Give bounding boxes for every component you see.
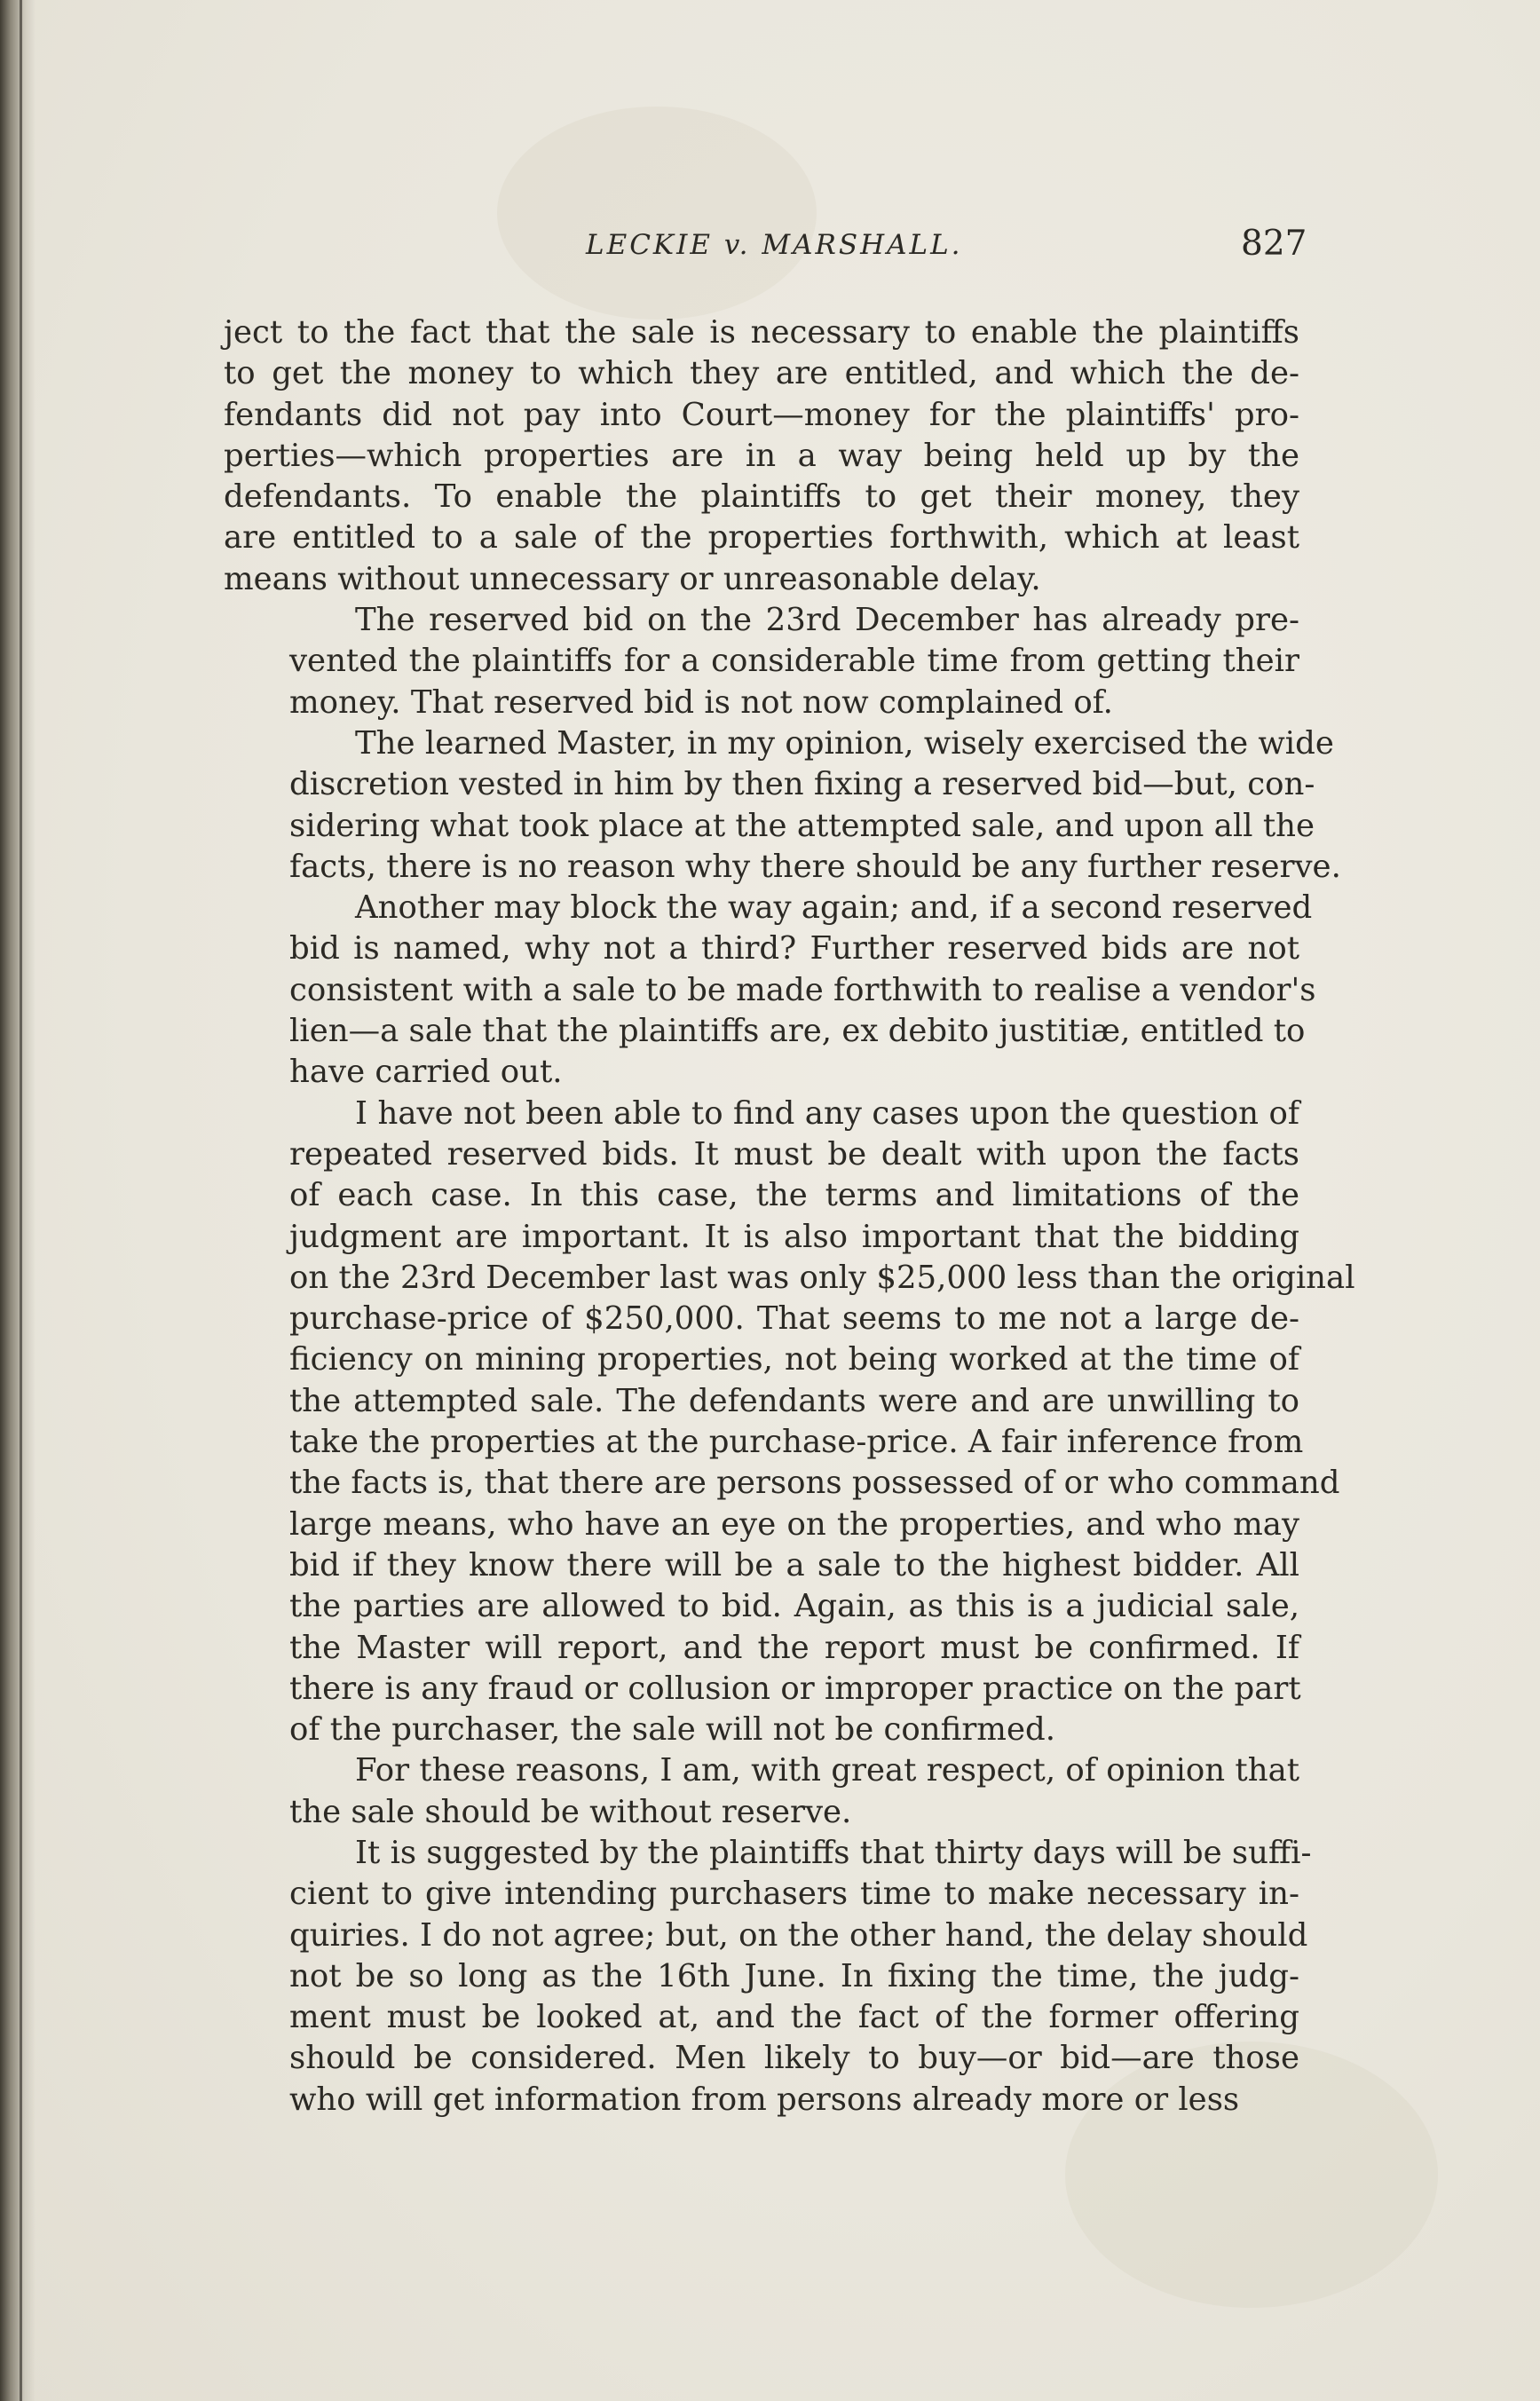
- text-line: repeated reserved bids. It must be dealt with upon the facts: [289, 1135, 1299, 1173]
- text-line: For these reasons, I am, with great respect, of opinion that: [355, 1752, 1299, 1789]
- text-line: ment must be looked at, and the fact of the former offering: [289, 1999, 1299, 2036]
- text-line: The reserved bid on the 23rd December has already pre-: [355, 602, 1299, 639]
- text-line: vented the plaintiffs for a considerable time from getting their: [289, 643, 1299, 680]
- text-line: take the properties at the purchase-price. A fair inference from: [289, 1424, 1304, 1461]
- text-line: ficiency on mining properties, not being worked at the time of: [289, 1341, 1299, 1378]
- paragraph: [224, 723, 1341, 888]
- book-binding-edge: [20, 0, 22, 2401]
- text-line: ject to the fact that the sale is necessary to enable the plaintiffs: [224, 314, 1299, 351]
- text-line: The learned Master, in my opinion, wisely exercised the wide: [355, 724, 1334, 762]
- text-line: Another may block the way again; and, if a second reserved: [355, 889, 1313, 927]
- paper-stain: [497, 107, 817, 320]
- text-line: facts, there is no reason why there should be any further reserve.: [289, 848, 1341, 885]
- text-line: the attempted sale. The defendants were and are unwilling to: [289, 1382, 1299, 1419]
- text-line: discretion vested in him by then fixing a reserved bid—but, con-: [289, 766, 1315, 803]
- text-line: the Master will report, and the report must be confirmed. If: [289, 1629, 1299, 1666]
- text-line: means without unnecessary or unreasonable delay.: [224, 560, 1041, 597]
- text-line: judgment are important. It is also important that the bidding: [289, 1218, 1299, 1255]
- paragraph: [224, 888, 1316, 1093]
- paragraph: [224, 312, 1299, 600]
- running-title: LECKIE v. MARSHALL.: [586, 229, 963, 261]
- text-line: the facts is, that there are persons possessed of or who command: [289, 1465, 1340, 1502]
- text-line: It is suggested by the plaintiffs that thirty days will be suffi-: [355, 1834, 1312, 1871]
- text-line: money. That reserved bid is not now complained of.: [289, 683, 1113, 721]
- text-line: who will get information from persons already more or less: [289, 2081, 1240, 2118]
- running-head: [0, 222, 1540, 275]
- text-line: of each case. In this case, the terms and limitations of the: [289, 1177, 1299, 1214]
- text-line: of the purchaser, the sale will not be confirmed.: [289, 1711, 1055, 1749]
- text-line: bid is named, why not a third? Further reserved bids are not: [289, 930, 1299, 968]
- paragraph: [224, 1833, 1312, 2121]
- text-line: perties—which properties are in a way being held up by the: [224, 437, 1299, 474]
- text-line: defendants. To enable the plaintiffs to get their money, they: [224, 478, 1299, 516]
- page-number: 827: [1241, 224, 1307, 264]
- text-line: bid if they know there will be a sale to the highest bidder. All: [289, 1546, 1299, 1584]
- text-line: quiries. I do not agree; but, on the other hand, the delay should: [289, 1916, 1308, 1954]
- text-line: purchase-price of $250,000. That seems to me not a large de-: [289, 1300, 1299, 1338]
- text-line: to get the money to which they are entitled, and which the de-: [224, 355, 1299, 392]
- text-line: lien—a sale that the plaintiffs are, ex debito justitiæ, entitled to: [289, 1013, 1306, 1050]
- text-line: the parties are allowed to bid. Again, as this is a judicial sale,: [289, 1588, 1299, 1625]
- text-line: cient to give intending purchasers time to make necessary in-: [289, 1876, 1299, 1913]
- text-line: I have not been able to find any cases upon the question of: [355, 1094, 1299, 1132]
- paragraph: [224, 1750, 1299, 1833]
- text-line: fendants did not pay into Court—money for the plaintiffs' pro-: [224, 396, 1299, 433]
- book-binding-shadow: [0, 0, 36, 2401]
- paragraph: [224, 1094, 1355, 1751]
- body-text: [224, 312, 1355, 2121]
- text-line: the sale should be without reserve.: [289, 1793, 852, 1830]
- text-line: have carried out.: [289, 1054, 563, 1091]
- text-line: consistent with a sale to be made forthwith to realise a vendor's: [289, 971, 1316, 1008]
- text-line: there is any fraud or collusion or improper practice on the part: [289, 1670, 1301, 1707]
- text-line: large means, who have an eye on the properties, and who may: [289, 1505, 1299, 1543]
- text-line: should be considered. Men likely to buy—or bid—are those: [289, 2040, 1299, 2077]
- paragraph: [224, 600, 1299, 723]
- text-line: on the 23rd December last was only $25,000 less than the original: [289, 1259, 1355, 1296]
- text-line: sidering what took place at the attempted sale, and upon all the: [289, 807, 1315, 844]
- text-line: not be so long as the 16th June. In fixing the time, the judg-: [289, 1957, 1299, 1994]
- text-line: are entitled to a sale of the properties forthwith, which at least: [224, 519, 1299, 557]
